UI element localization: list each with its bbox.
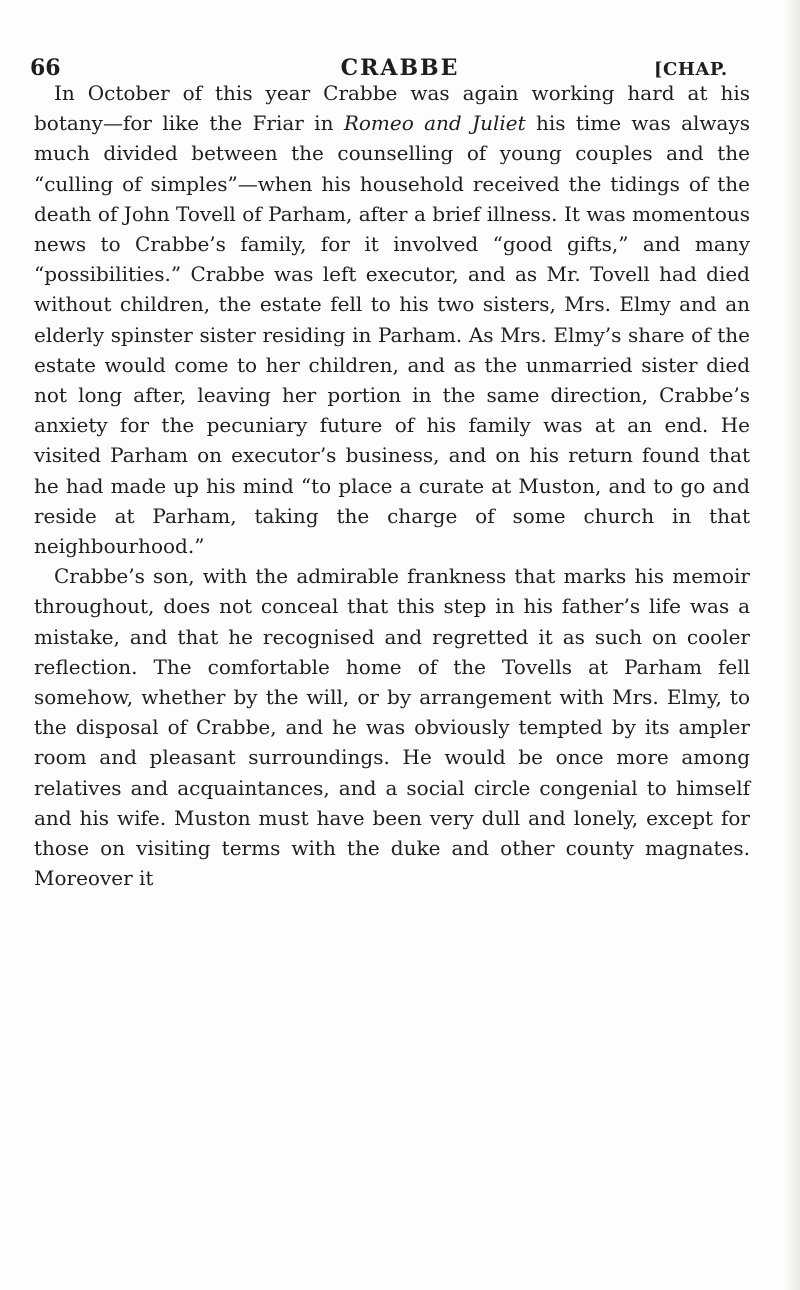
page-edge-shadow xyxy=(784,0,800,1290)
paragraph-2: Crabbe’s son, with the admirable frankness that marks his memoir throughout, does not conceal that this step in his father’s life was a mistake, and that he recognised and regretted it as such on cooler reflection. The comfortable home of the Tovells at Parham fell somehow, whether by the will, or by arrangement with Mrs. Elmy, to the disposal of Crabbe, and he was obviously tempted by its ampler room and pleasant surroundings. He would be once more among relatives and acquaintances, and a social circle congenial to himself and his wife. Muston must have been very dull and lonely, except for those on visiting terms with the duke and other county magnates. Moreover it xyxy=(34,564,750,891)
running-title: CRABBE xyxy=(340,55,460,81)
body-text xyxy=(34,78,750,893)
chapter-marker: [CHAP. xyxy=(654,59,728,80)
play-title: Romeo and Juliet xyxy=(343,111,526,136)
page-number: 66 xyxy=(30,55,61,81)
paragraph-1 xyxy=(34,78,750,561)
paragraph-1-text-start: In October of this year Crabbe was again working hard at his botany—for like the Friar in xyxy=(34,81,750,136)
paragraph-1-text-end: his time was always much divided between the counselling of young couples and the “culling of simples”—when his household received the tidings of the death of John Tovell of Parham, after a brief illness. It was momentous news to Crabbe’s family, for it involved “good gifts,” and many “possibilities.” Crabbe was left executor, and as Mr. Tovell had died without children, the estate fell to his two sisters, Mrs. Elmy and an elderly spinster sister residing in Parham. As Mrs. Elmy’s share of the estate would come to her children, and as the unmarried sister died not long after, leaving her portion in the same direction, Crabbe’s anxiety for the pecuniary future of his family was at an end. He visited Parham on executor’s business, and on his return found that he had made up his mind “to place a curate at Muston, and to go and reside at Parham, taking the charge of some church in that neighbourhood.” xyxy=(34,111,751,559)
